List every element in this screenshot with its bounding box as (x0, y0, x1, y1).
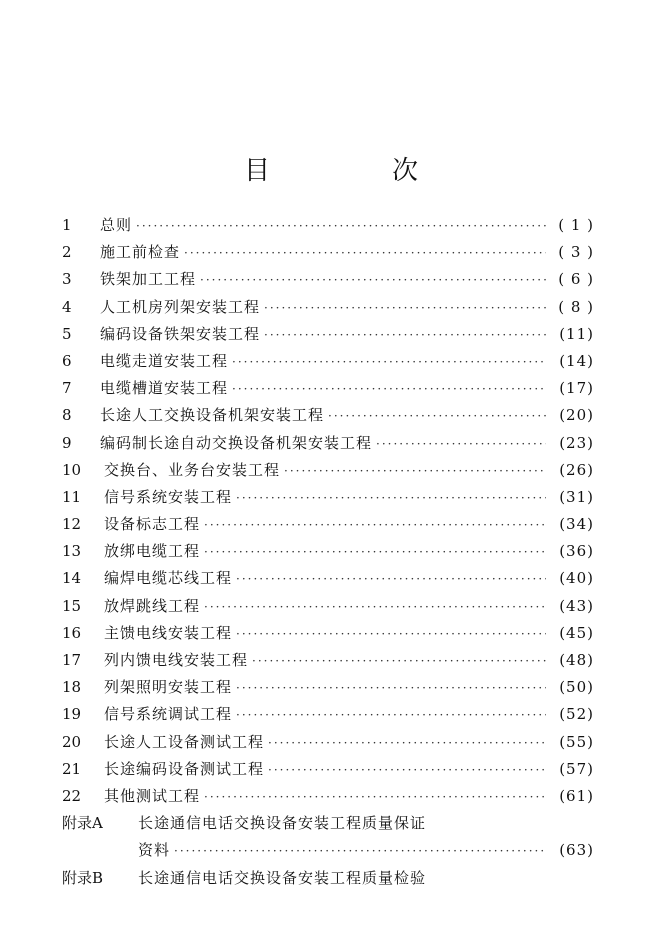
appendix-b-entry[interactable] (62, 865, 594, 892)
appendix-a-title-cont: 资料 (138, 841, 171, 860)
dot-leader (252, 648, 546, 675)
toc-entry-page: (61) (559, 786, 594, 805)
toc-entry-page: (40) (559, 569, 594, 588)
dot-leader (204, 784, 546, 811)
dot-leader (232, 349, 546, 376)
appendix-b-tag: 附录B (62, 868, 104, 887)
dot-leader (200, 267, 546, 294)
toc-entry[interactable] (62, 729, 594, 756)
toc-entry-number: 20 (62, 732, 82, 751)
toc-entry-number: 5 (62, 324, 72, 343)
toc-entry-title: 施工前检查 (100, 243, 181, 262)
toc-entry-title: 放焊跳线工程 (104, 596, 201, 615)
toc-entry-page: (34) (559, 515, 594, 534)
toc-entry-number: 18 (62, 678, 82, 697)
dot-leader (184, 240, 546, 267)
toc-entry-number: 1 (62, 216, 72, 234)
toc-entry-title: 编码设备铁架安装工程 (100, 324, 261, 343)
toc-entry-title: 放绑电缆工程 (104, 542, 201, 561)
toc-entry[interactable] (62, 430, 594, 457)
toc-entry-page: (52) (559, 705, 594, 724)
toc-entry-number: 3 (62, 270, 72, 289)
toc-entry-title: 人工机房列架安装工程 (100, 297, 261, 316)
dot-leader (376, 431, 546, 458)
toc-entry-page: (57) (559, 759, 594, 778)
toc-entry-title: 长途人工交换设备机架安装工程 (100, 406, 325, 425)
toc-entry-title: 长途人工设备测试工程 (104, 732, 265, 751)
toc-entry-page: ( 3 ) (558, 243, 594, 262)
dot-leader (268, 757, 546, 784)
dot-leader (232, 376, 546, 403)
toc-entry-title: 交换台、业务台安装工程 (104, 460, 281, 479)
table-of-contents (62, 212, 594, 892)
page-title: 目 次 (243, 156, 466, 186)
toc-entry-title: 列架照明安装工程 (104, 678, 233, 697)
toc-entry-page: ( 8 ) (558, 297, 594, 316)
toc-entry[interactable] (62, 783, 594, 810)
appendix-a-entry-continuation[interactable] (62, 837, 594, 864)
toc-entry[interactable] (62, 674, 594, 701)
toc-entry-number: 11 (62, 487, 82, 506)
toc-entry-number: 2 (62, 243, 72, 262)
toc-entry-title: 电缆槽道安装工程 (100, 379, 229, 398)
toc-entry-number: 21 (62, 759, 82, 778)
toc-entry-number: 8 (62, 406, 72, 425)
toc-entry-number: 13 (62, 542, 82, 561)
toc-entry-number: 14 (62, 569, 82, 588)
dot-leader (204, 594, 546, 621)
dot-leader (174, 838, 546, 865)
toc-entry[interactable] (62, 565, 594, 592)
toc-entry-page: (20) (559, 406, 594, 425)
toc-entry-page: (36) (559, 542, 594, 561)
toc-entry-title: 编码制长途自动交换设备机架安装工程 (100, 433, 373, 452)
dot-leader (236, 485, 546, 512)
toc-entry-page: ( 1 ) (558, 216, 594, 234)
toc-entry-number: 17 (62, 651, 82, 669)
dot-leader (236, 702, 546, 729)
appendix-a-tag: 附录A (62, 814, 103, 833)
toc-entry-page: (31) (559, 487, 594, 506)
toc-entry-number: 22 (62, 786, 82, 805)
toc-entry[interactable] (62, 212, 594, 239)
toc-entry-page: (55) (559, 732, 594, 751)
toc-entry[interactable] (62, 647, 594, 674)
toc-entry-page: (11) (559, 324, 594, 343)
toc-entry[interactable] (62, 511, 594, 538)
appendix-b-title: 长途通信电话交换设备安装工程质量检验 (138, 868, 427, 887)
toc-entry-number: 6 (62, 351, 72, 370)
toc-entry-page: (26) (559, 460, 594, 479)
toc-entry-title: 电缆走道安装工程 (100, 351, 229, 370)
appendix-a-page: (63) (559, 841, 594, 860)
toc-entry[interactable] (62, 239, 594, 266)
toc-entry-number: 19 (62, 705, 82, 724)
toc-entry[interactable] (62, 321, 594, 348)
toc-entry[interactable] (62, 593, 594, 620)
toc-entry-title: 编焊电缆芯线工程 (104, 569, 233, 588)
toc-entry-page: ( 6 ) (558, 270, 594, 289)
toc-entry[interactable] (62, 294, 594, 321)
toc-entry-number: 9 (62, 433, 72, 452)
toc-entry-title: 铁架加工工程 (100, 270, 197, 289)
toc-entry-page: (17) (559, 379, 594, 398)
toc-entry-title: 主馈电线安装工程 (104, 623, 233, 642)
dot-leader (264, 295, 546, 322)
toc-entry-title: 列内馈电线安装工程 (104, 651, 249, 669)
dot-leader (236, 675, 546, 702)
toc-entry-title: 长途编码设备测试工程 (104, 759, 265, 778)
toc-entry-title: 设备标志工程 (104, 515, 201, 534)
toc-entry[interactable] (62, 348, 594, 375)
toc-entry[interactable] (62, 620, 594, 647)
appendix-a-entry[interactable] (62, 810, 594, 837)
toc-entry-page: (48) (559, 651, 594, 669)
dot-leader (264, 322, 546, 349)
toc-entry-number: 12 (62, 515, 82, 534)
toc-entry-number: 16 (62, 623, 82, 642)
toc-entry-number: 7 (62, 379, 72, 398)
appendix-a-title: 长途通信电话交换设备安装工程质量保证 (138, 814, 427, 833)
toc-entry[interactable] (62, 484, 594, 511)
toc-entry-title: 总则 (100, 216, 133, 234)
dot-leader (236, 621, 546, 648)
dot-leader (284, 458, 546, 485)
toc-entry[interactable] (62, 701, 594, 728)
toc-entry-page: (50) (559, 678, 594, 697)
toc-entry-number: 15 (62, 596, 82, 615)
dot-leader (268, 730, 546, 757)
toc-entry[interactable] (62, 457, 594, 484)
toc-entry-number: 4 (62, 297, 72, 316)
toc-entry-title: 信号系统调试工程 (104, 705, 233, 724)
dot-leader (204, 512, 546, 539)
toc-entry[interactable] (62, 402, 594, 429)
toc-entry[interactable] (62, 266, 594, 293)
dot-leader (204, 539, 546, 566)
toc-entry-title: 信号系统安装工程 (104, 487, 233, 506)
toc-entry-page: (14) (559, 351, 594, 370)
toc-entry-page: (43) (559, 596, 594, 615)
toc-entry-title: 其他测试工程 (104, 786, 201, 805)
dot-leader (136, 213, 546, 240)
dot-leader (236, 566, 546, 593)
toc-entry-page: (45) (559, 623, 594, 642)
toc-entry-number: 10 (62, 460, 82, 479)
toc-entry[interactable] (62, 538, 594, 565)
toc-entry[interactable] (62, 375, 594, 402)
dot-leader (328, 403, 546, 430)
toc-entry-page: (23) (559, 433, 594, 452)
toc-entry[interactable] (62, 756, 594, 783)
